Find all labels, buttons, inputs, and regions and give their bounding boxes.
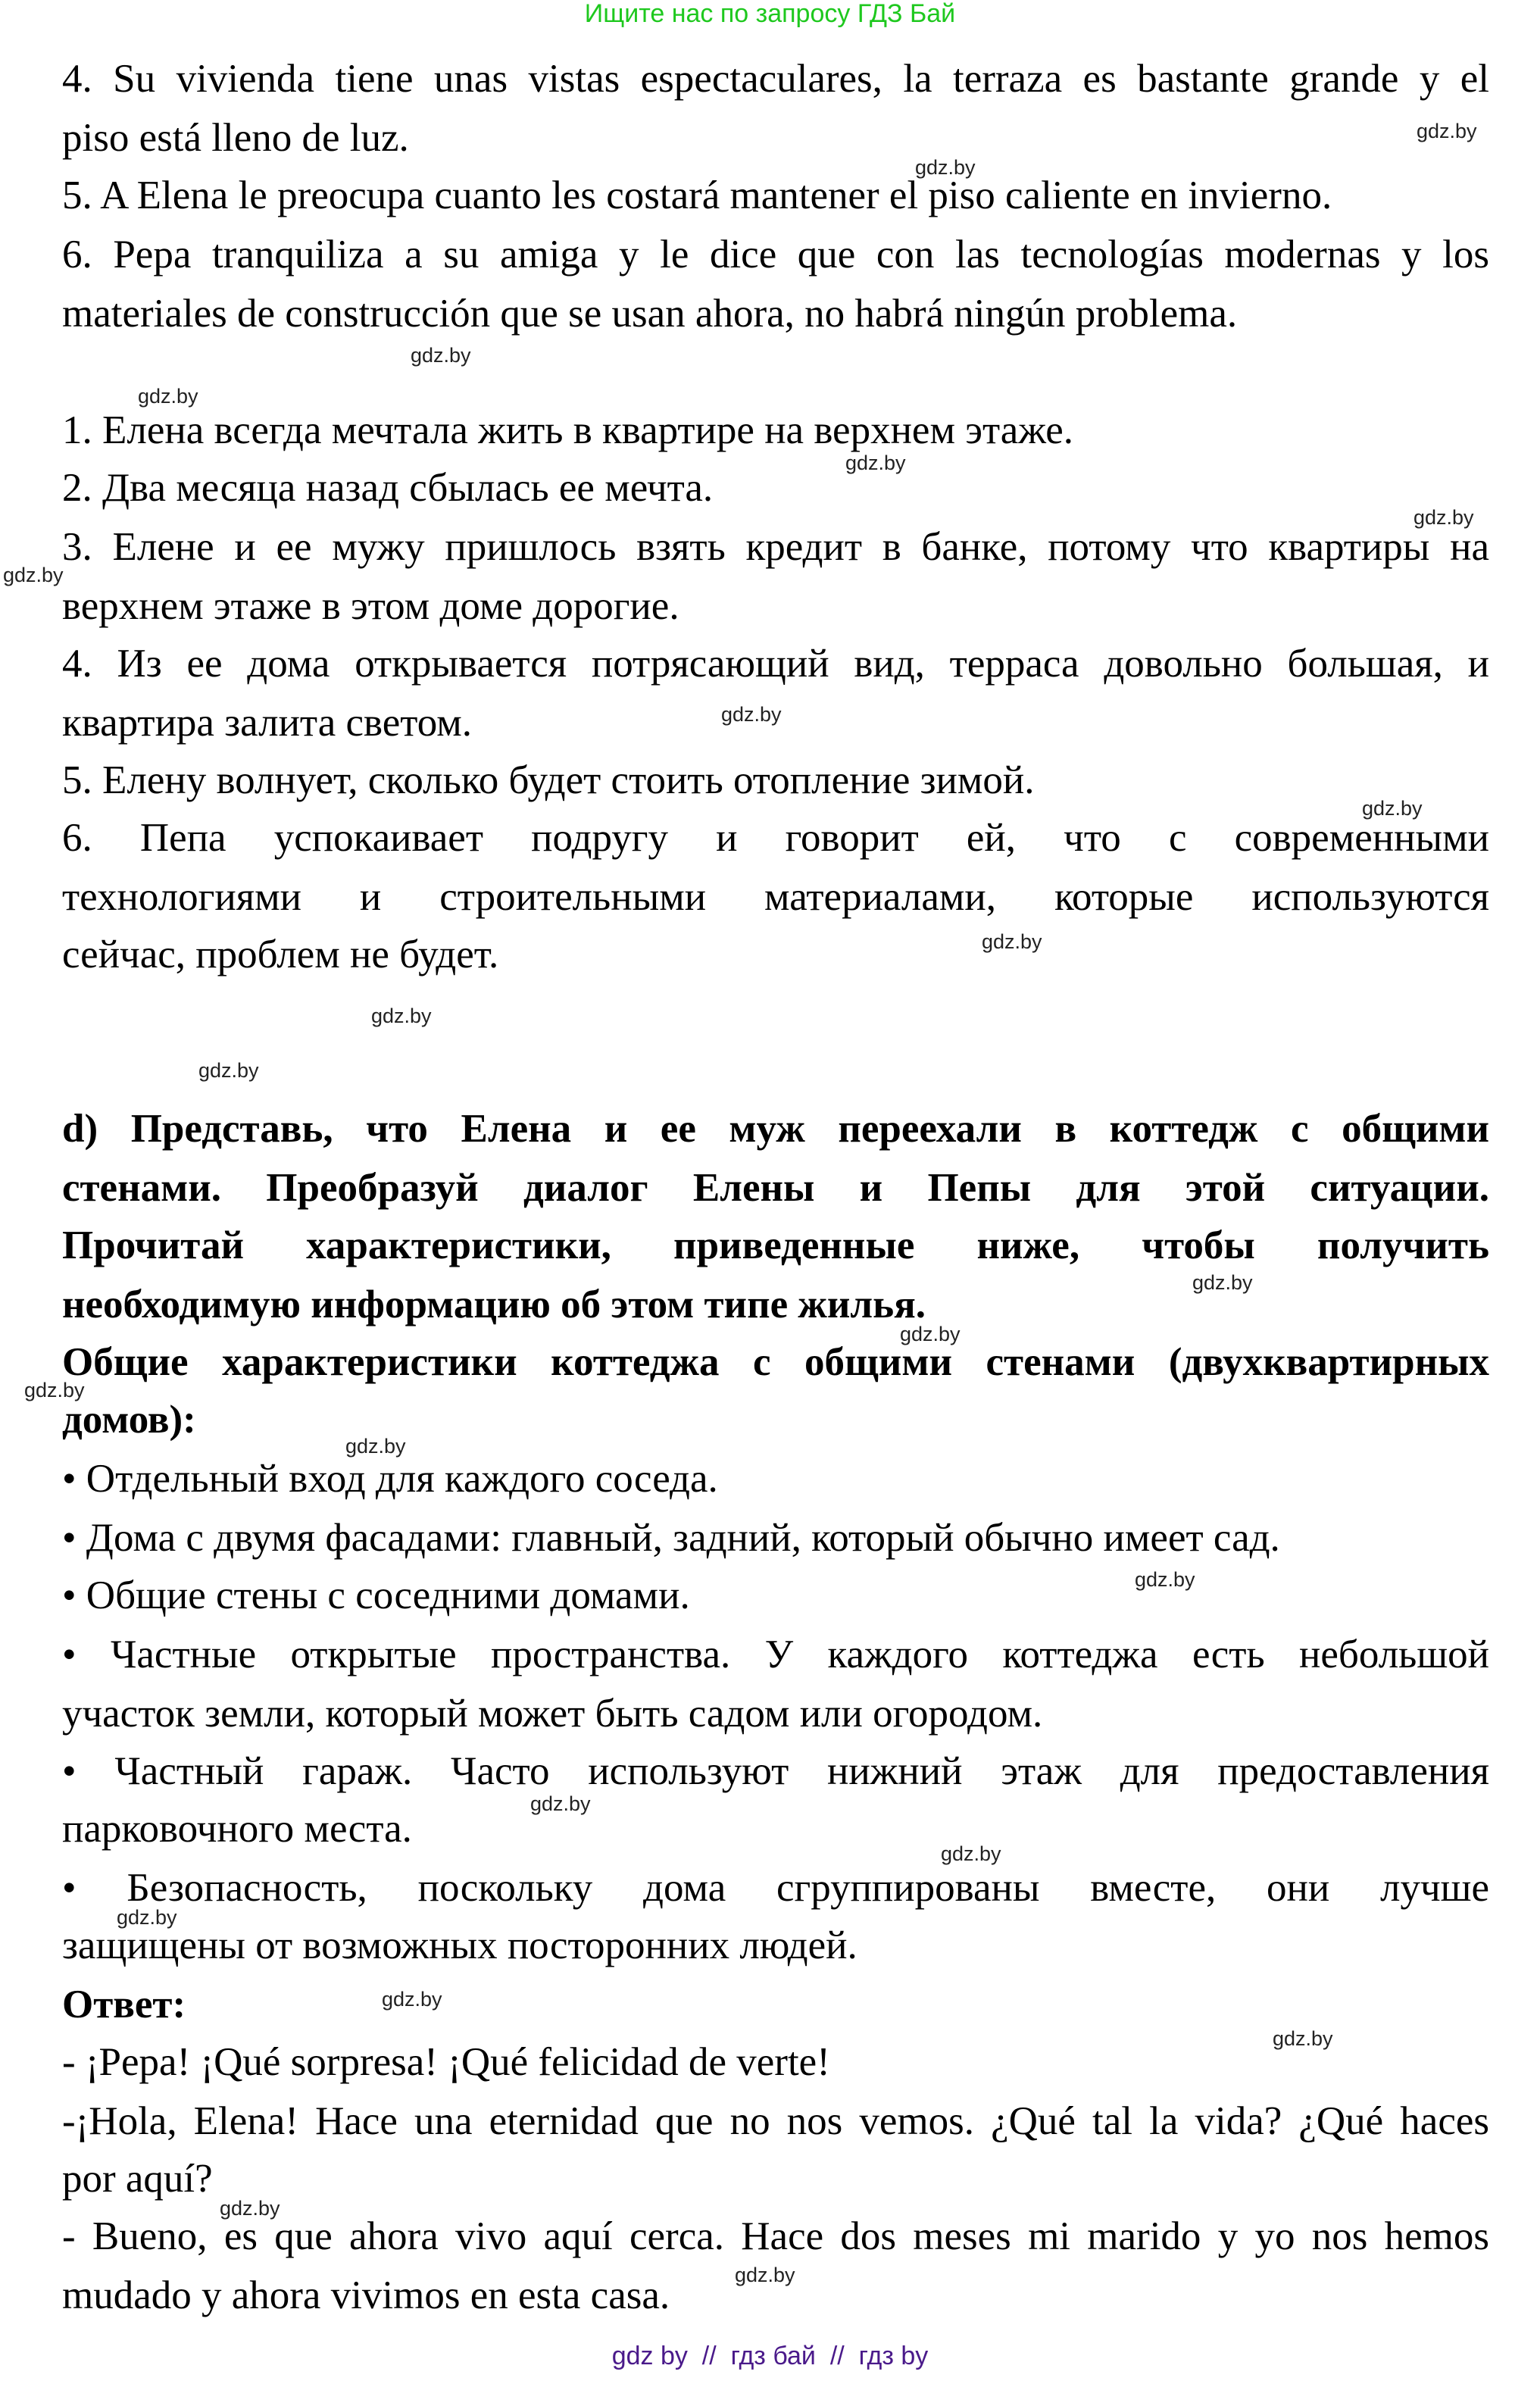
text-line: piso está lleno de luz. [62, 116, 409, 160]
watermark: gdz.by [24, 1379, 85, 1401]
dialog-line: -¡Hola, Elena! Hace una eternidad que no nos vemos. ¿Qué tal la vida? ¿Qué haces [62, 2099, 1489, 2143]
watermark: gdz.by [735, 2264, 795, 2286]
bullet-item: • Частный гараж. Часто используют нижний этаж для предоставления [62, 1749, 1489, 1793]
bullet-item: участок земли, который может быть садом или огородом. [62, 1692, 1043, 1736]
bullet-item: парковочного места. [62, 1807, 412, 1851]
dialog-line: - ¡Pepa! ¡Qué sorpresa! ¡Qué felicidad de verte! [62, 2040, 830, 2084]
text-line: 5. Елену волнует, сколько будет стоить отопление зимой. [62, 758, 1035, 802]
section-heading: Общие характеристики коттеджа с общими стенами (двухквартирных [62, 1340, 1489, 1384]
watermark: gdz.by [3, 564, 64, 586]
watermark: gdz.by [982, 930, 1042, 953]
dialog-line: por aquí? [62, 2157, 213, 2201]
watermark: gdz.by [900, 1323, 961, 1345]
task-heading: Прочитай характеристики, приведенные ниже, чтобы получить [62, 1223, 1489, 1267]
text-line: materiales de construcción que se usan ahora, no habrá ningún problema. [62, 292, 1238, 336]
watermark: gdz.by [117, 1906, 177, 1929]
section-heading: домов): [62, 1398, 196, 1442]
footer-links: gdz by // гдз бай // гдз by [611, 2342, 929, 2370]
text-line: 5. A Elena le preocupa cuanto les costará mantener el piso caliente en invierno. [62, 173, 1332, 217]
text-line: 6. Pepa tranquiliza a su amiga y le dice que con las tecnologías modernas y los [62, 233, 1489, 277]
text-line: сейчас, проблем не будет. [62, 933, 499, 976]
watermark: gdz.by [1192, 1271, 1253, 1294]
text-line: верхнем этаже в этом доме дорогие. [62, 584, 679, 628]
text-line: технологиями и строительными материалами, которые используются [62, 875, 1489, 919]
text-line: 4. Из ее дома открывается потрясающий вид, терраса довольно большая, и [62, 642, 1489, 686]
bullet-item: • Частные открытые пространства. У каждого коттеджа есть небольшой [62, 1633, 1489, 1676]
task-heading: d) Представь, что Елена и ее муж переехали в коттедж с общими [62, 1107, 1489, 1151]
watermark: gdz.by [1362, 797, 1423, 820]
dialog-line: mudado y ahora vivimos en esta casa. [62, 2273, 670, 2317]
watermark: gdz.by [411, 344, 471, 367]
watermark: gdz.by [941, 1842, 1001, 1865]
text-line: 2. Два месяца назад сбылась ее мечта. [62, 466, 714, 510]
bullet-item: защищены от возможных посторонних людей. [62, 1923, 857, 1967]
watermark: gdz.by [138, 385, 198, 408]
watermark: gdz.by [220, 2197, 280, 2220]
watermark: gdz.by [915, 156, 976, 179]
text-line: квартира залита светом. [62, 701, 473, 745]
bullet-item: • Безопасность, поскольку дома сгруппированы вместе, они лучше [62, 1866, 1489, 1910]
text-line: 1. Елена всегда мечтала жить в квартире на верхнем этаже. [62, 408, 1074, 452]
watermark: gdz.by [530, 1792, 591, 1815]
watermark: gdz.by [721, 703, 782, 726]
text-line: 3. Елене и ее мужу пришлось взять кредит в банке, потому что квартиры на [62, 525, 1489, 569]
watermark: gdz.by [1273, 2027, 1333, 2050]
search-banner: Ищите нас по запросу ГДЗ Бай [584, 0, 956, 28]
watermark: gdz.by [382, 1988, 442, 2011]
watermark: gdz.by [198, 1059, 259, 1082]
answer-label: Ответ: [62, 1983, 186, 2026]
task-heading: стенами. Преобразуй диалог Елены и Пепы для этой ситуации. [62, 1166, 1489, 1210]
text-line: 4. Su vivienda tiene unas vistas espectaculares, la terraza es bastante grande y el [62, 57, 1489, 101]
watermark: gdz.by [845, 452, 906, 474]
task-heading: необходимую информацию об этом типе жилья. [62, 1283, 926, 1326]
bullet-item: • Отдельный вход для каждого соседа. [62, 1457, 718, 1501]
watermark: gdz.by [371, 1005, 432, 1027]
bullet-item: • Дома с двумя фасадами: главный, задний, который обычно имеет сад. [62, 1516, 1280, 1560]
watermark: gdz.by [1135, 1568, 1195, 1591]
watermark: gdz.by [1417, 120, 1477, 142]
watermark: gdz.by [1413, 506, 1474, 529]
text-line: 6. Пепа успокаивает подругу и говорит ей, что с современными [62, 816, 1489, 860]
dialog-line: - Bueno, es que ahora vivo aquí cerca. Hace dos meses mi marido y yo nos hemos [62, 2214, 1489, 2258]
bullet-item: • Общие стены с соседними домами. [62, 1573, 690, 1617]
watermark: gdz.by [345, 1435, 406, 1458]
